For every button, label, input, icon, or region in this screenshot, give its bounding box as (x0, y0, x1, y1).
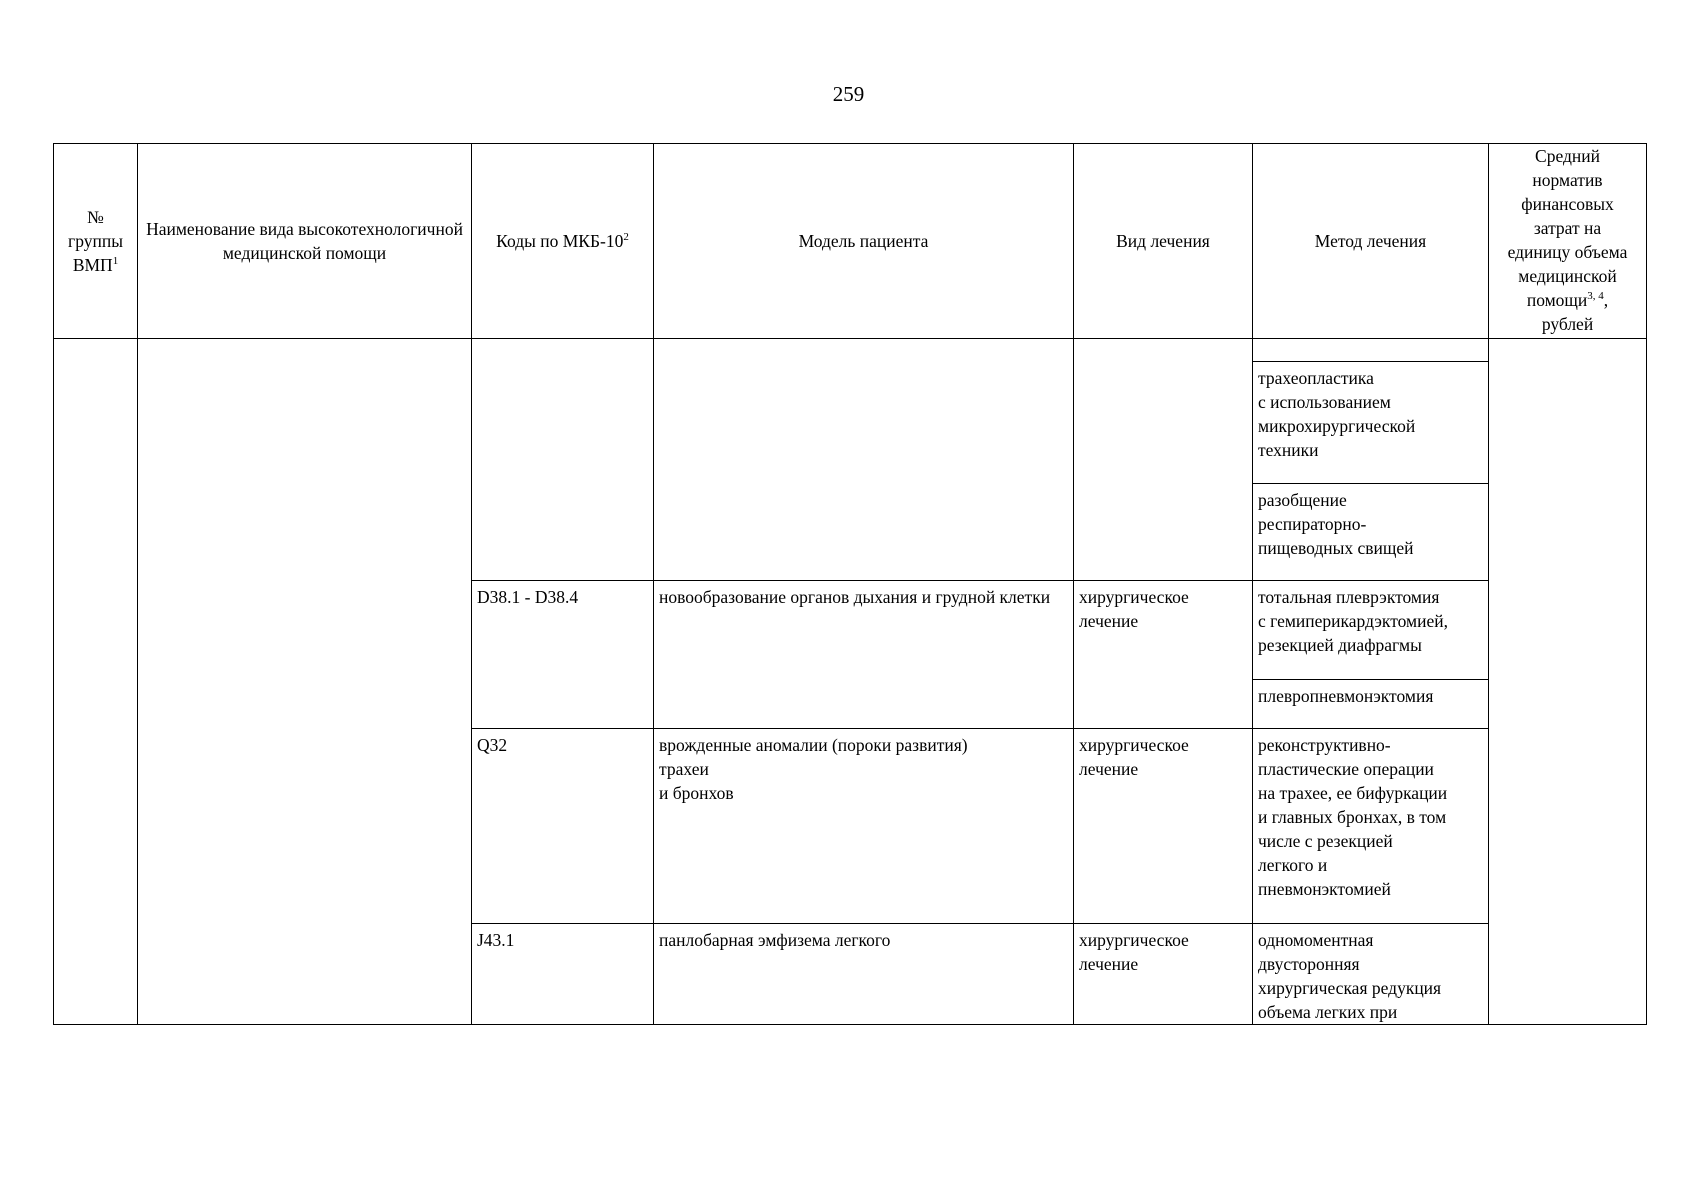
method-cell: разобщение респираторно- пищеводных свищей (1253, 484, 1489, 581)
treatment-cell: хирургическое лечение (1074, 581, 1253, 729)
header-method: Метод лечения (1253, 144, 1489, 339)
table-row (54, 339, 1647, 362)
group-no-cell (54, 339, 138, 1025)
treatment-cell (1074, 339, 1253, 581)
codes-cell (472, 339, 654, 581)
model-cell: панлобарная эмфизема легкого (654, 924, 1074, 1025)
method-cell: одномоментная двусторонняя хирургическая редукция объема легких при (1253, 924, 1489, 1025)
page-number: 259 (832, 82, 865, 106)
codes-cell: Q32 (472, 729, 654, 924)
header-row (54, 144, 1647, 339)
codes-cell: J43.1 (472, 924, 654, 1025)
header-model: Модель пациента (654, 144, 1074, 339)
header-treatment-type: Вид лечения (1074, 144, 1253, 339)
header-name: Наименование вида высокотехнологичной медицинской помощи (138, 144, 472, 339)
codes-cell: D38.1 - D38.4 (472, 581, 654, 729)
method-cell (1253, 339, 1489, 362)
vmp-table (53, 143, 1647, 1025)
model-cell (654, 339, 1074, 581)
name-cell (138, 339, 472, 1025)
model-cell: врожденные аномалии (пороки развития) трахеи и бронхов (654, 729, 1074, 924)
header-codes: Коды по МКБ-$10^2$ (472, 144, 654, 339)
method-cell: тотальная плеврэктомия с гемиперикардэктомией, резекцией диафрагмы (1253, 581, 1489, 680)
model-cell: новообразование органов дыхания и грудной клетки (654, 581, 1074, 729)
header-cost: Средний норматив финансовых затрат на единицу объема медицинской помощи$^{3, 4}$, рублей (1489, 144, 1647, 339)
treatment-cell: хирургическое лечение (1074, 729, 1253, 924)
method-cell: трахеопластика с использованием микрохирургической техники (1253, 362, 1489, 484)
method-cell: реконструктивно- пластические операции на трахее, ее бифуркации и главных бронхах, в том числе с резекцией легкого и пневмонэктомией (1253, 729, 1489, 924)
treatment-cell: хирургическое лечение (1074, 924, 1253, 1025)
method-cell: плевропневмонэктомия (1253, 680, 1489, 729)
cost-cell (1489, 339, 1647, 1025)
header-group-no: № группы ВМП$^1$ (54, 144, 138, 339)
